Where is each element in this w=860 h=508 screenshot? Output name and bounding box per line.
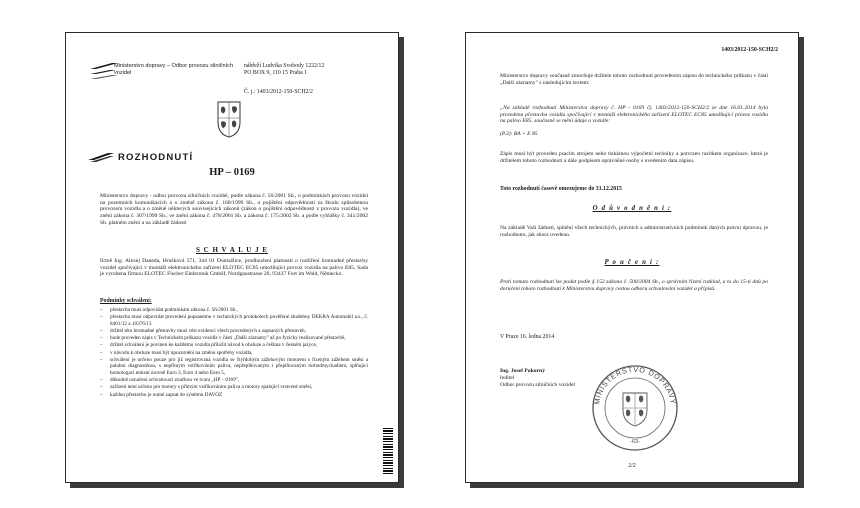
authorization-paragraph: Ministerstvo dopravy současně zmocňuje držitele tohoto rozhodnutí provedením zápisu do technického průkazu v části „Další záznamy" s následujícím textem: <box>500 73 768 86</box>
stamp-text: MINISTERSTVO DOPRAVY <box>592 364 678 406</box>
address-line-2: PO BOX 9, 110 15 Praha 1 <box>244 70 308 77</box>
condition-item: – bude proveden zápis v Technickém průkazu vozidla v části „Další záznamy" až po fyzicky realizované přestavbě, <box>100 335 368 341</box>
signer-title: ředitel <box>500 374 515 381</box>
intro-paragraph: Ministerstvo dopravy - odbor provozu silničních vozidel, podle zákona č. 56/2001 Sb., o podmínkách provozu vozidel na pozemních komunikacích a o změně zákona č. 168/1999 Sb., o pojištění odpovědnosti za škodu způsobenou provozem vozidla a o změně některých souvisejících zákonů (zákon o pojištění odpovědnosti z provozu vozidla), ve znění zákona č. 307/1999 Sb., ve znění zákona č. 478/2001 Sb. a zákona č. 175/2002 Sb. a podle vyhlášky č. 341/2002 Sb. platném znění a na základě žádosti <box>100 193 368 226</box>
official-stamp-icon <box>590 363 680 453</box>
condition-item: – držitel této hromadné přestavby musí vést evidenci všech provedených a zapsaných přestaveb, <box>100 328 368 334</box>
condition-item: – přestavba musí odpovídat provedení popsanému v technických protokolech pověřené zkušebny DEKRA Automobil a.s., č. 8401/12 a 10376/13 <box>100 314 368 327</box>
coat-of-arms-icon <box>216 100 242 138</box>
address-line-1: nábřeží Ludvíka Svobody 1222/12 <box>244 63 325 69</box>
instruction-heading: P o u č e n í : <box>604 259 660 266</box>
decision-heading: ROZHODNUTÍ <box>118 152 194 163</box>
justification-heading: O d ů v o d n ě n í : <box>592 205 672 212</box>
firm-paragraph: firmě Ing. Alexej Daneda, Hrušková 571, 344 01 Domažlice, prodloužení platnosti o rozšíření hromadné přestavby vozidel spočívající v montáži elektronického zařízení ELOTEC EC85 umožňující provoz vozidla na palivo E85. Sada je vyrobena firmou ELOTEC Fischer Elektronik GmbH, Nordgaustrasse 20, 93437 Furt im Wald, Německo. <box>100 258 368 278</box>
justification-paragraph: Na základě Vaší žádosti, splnění všech technických, právních a administrativních podmínek daných právní úpravou, je rozhodnuto, jak shora uvedeno. <box>500 225 768 238</box>
reference-number-page-2: 1403/2012-150-SCH2/2 <box>721 47 778 53</box>
signer-name: Ing. Josef Pokorný <box>500 368 545 374</box>
condition-item: – v návodu k obsluze musí být upozornění na změnu spotřeby vozidla, <box>100 350 368 356</box>
condition-item: – přestavba musí odpovídat podmínkám zákona č. 56/2001 Sb., <box>100 307 368 313</box>
conditions-list <box>100 307 368 399</box>
ministry-address <box>244 63 364 78</box>
stamp-number: -63- <box>630 439 640 445</box>
conditions-heading: Podmínky schválení: <box>100 298 152 304</box>
registration-text-quote: „Na základě rozhodnutí Ministerstva dopravy č. HP - 0169 čj. 1403/2012-150-SCH2/2 ze dne 16.01.2014 byla provedena přestavba vozidla spočívající v montáži elektronického zařízení ELOTEC EC85 umožňující provoz vozidla na palivo E85, současně se mění údaje o vozidle: <box>500 105 768 125</box>
record-note: Zápis musí být proveden psacím strojem nebo tiskárnou výpočetní techniky a potvrzen razítkem organizace, která je držitelem tohoto rozhodnutí a dále podpisem oprávněné osoby s uvedením data zápisu. <box>500 151 768 164</box>
fuel-line: (P.3): BA + E 85 <box>500 131 538 137</box>
document-page-1 <box>65 32 399 483</box>
barcode-icon <box>383 428 393 474</box>
decision-logo-icon <box>88 151 116 163</box>
reference-number: Č. j.: 1403/2012-150-SCH2/2 <box>244 89 313 95</box>
page-number: 2/2 <box>628 463 636 469</box>
place-date: V Praze 16. ledna 2014 <box>500 334 555 340</box>
ministry-name: Ministerstvo dopravy – Odbor provozu silničních vozidel <box>114 63 234 76</box>
instruction-paragraph: Proti tomuto rozhodnutí lze podat podle § 152 zákona č. 500/2004 Sb., o správním řízení rozklad, a to do 15-ti dnů po doručení tohoto rozhodnutí k Ministerstvu dopravy cestou odboru schvalování vozidel a přípisů. <box>500 279 768 292</box>
approval-heading: S C H V A L U J E <box>196 246 268 254</box>
condition-item: – držitel schválení je povinen ke každému vozidla přiložit návod k obsluze a čeština v českém jazyce, <box>100 342 368 348</box>
signer-department: Odbor provozu silničních vozidel <box>500 381 576 388</box>
condition-item: – každou přestavbu je nutné zapsat do systému DAVOZ <box>100 392 368 398</box>
condition-item: – zařízení není určeno pro motory s přímým vstřikováním paliva a motory spalující vrstvené směsi, <box>100 384 368 390</box>
condition-item: – důkodně označení schvalovací značkou ve tvaru „HP – 0169", <box>100 377 368 383</box>
decision-number: HP – 0169 <box>209 167 255 178</box>
condition-item: – schválení je určeno pouze pro již registrovaná vozidla se čtyřdobým zážehovým motorem s řízeným zážehem směsi a palubní diagnostikou, s nepřímým vstřikováním paliva, nepřeplňovaným i přeplňovaným turbodmychadlem, splňující homologaci emisní úrovně Euro 3, Euro 4 nebo Euro 5, <box>100 357 368 376</box>
validity-statement: Toto rozhodnutí časově omezujeme do 31.12.2015 <box>500 186 622 192</box>
document-page-2 <box>465 32 799 483</box>
